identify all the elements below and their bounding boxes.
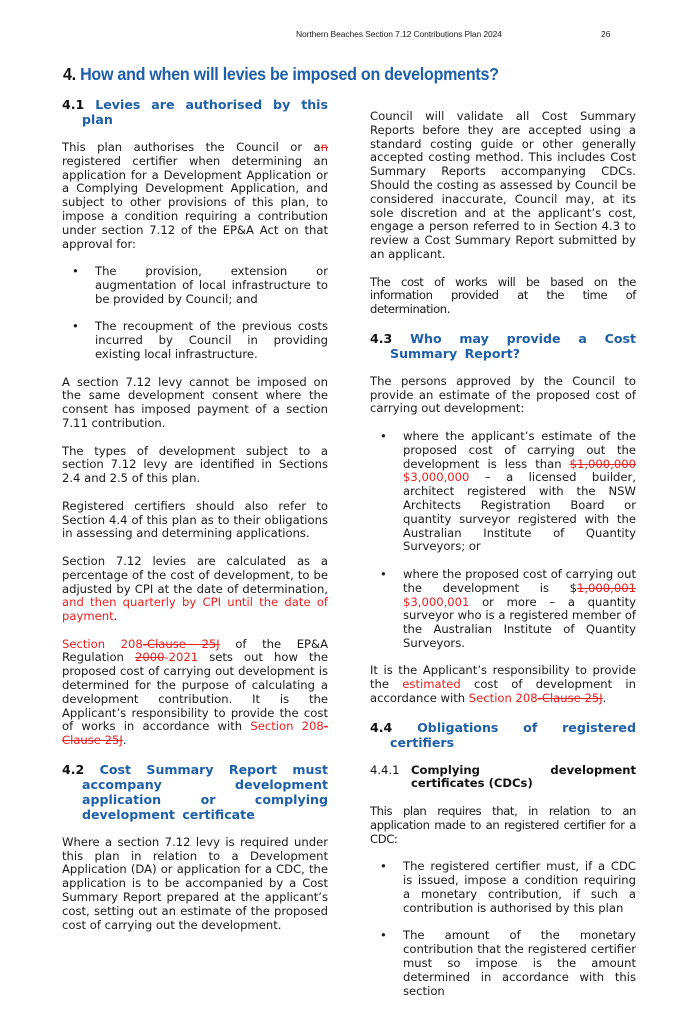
chapter-number: 4. (63, 64, 76, 84)
inserted-text: Section 208 (468, 691, 538, 706)
text: . (122, 733, 127, 748)
s41-bullet-list (62, 265, 328, 362)
text: or more – a quantity surveyor who is a registered member of the Australian Institute of Quantity Surveyors. (403, 594, 636, 650)
text: sets out how the proposed cost of carrying out development is determined for the purpose of calculating a development contribution. It is the Applicant’s responsibility to provide the cost of works in accordance with (62, 650, 328, 734)
inserted-text: and then quarterly by CPI until the date of payment (62, 595, 328, 624)
subsection-title: Complying development certificates (CDCs) (411, 762, 636, 791)
deleted-text: n (320, 140, 328, 154)
deleted-text: 1,000,001 (576, 580, 636, 595)
section-number: 4.1 (62, 97, 85, 112)
text: – a licensed builder, architect registered with the NSW Architects Registration Board or quantity surveyor registered with the Australian Institute of Quantity Surveyors; or (403, 470, 636, 554)
running-header (0, 29, 675, 43)
deleted-text: -Clause 25J (142, 636, 220, 651)
text: . (602, 691, 607, 706)
list-item: • The registered certifier must, if a CDC is issued, impose a condition requiring a monetary contribution, if such a contribution is authorised by this plan (370, 860, 636, 915)
section-title: Obligations of registered certifiers (390, 719, 636, 750)
s42-where-paragraph: Where a section 7.12 levy is required under this plan in relation to a Development Application (DA) or application for a CDC, the application is to be accompanied by a Cost Summary Report prepared at the applicant’s cost, setting out an estimate of the proposed cost of carrying out the development. (62, 834, 328, 932)
inserted-text: estimated (402, 677, 461, 692)
text: where the proposed cost of carrying out the development is $ (403, 566, 636, 595)
s41-types-paragraph: The types of development subject to a section 7.12 levy are identified in Sections 2.4 and 2.5 of this plan. (62, 443, 328, 486)
section-4-3-heading (370, 331, 636, 361)
list-item: • The provision, extension or augmentation of local infrastructure to be provided by Council; and (62, 265, 328, 306)
section-title: Cost Summary Report must accompany development application or complying development certificate (82, 761, 328, 822)
section-4-2-heading (62, 762, 328, 822)
inserted-text: -2021 (164, 650, 199, 665)
chapter-title-text: How and when will levies be imposed on developments? (80, 64, 499, 84)
deleted-text: -Clause 25J (62, 719, 328, 748)
page-number: 26 (601, 29, 611, 39)
s42-validate-paragraph: Council will validate all Cost Summary Reports before they are accepted using a standard costing guide or other generally accepted costing method. This includes Cost Summary Reports accompanying CDCs. Should the costing as assessed by Council be considered inaccurate, Council may, at its sole discretion and at the applicant’s cost, engage a person referred to in Section 4.3 to review a Cost Summary Report submitted by an applicant. (370, 109, 636, 261)
document-title: Northern Beaches Section 7.12 Contributions Plan 2024 (296, 29, 502, 39)
s43-responsibility-paragraph (370, 664, 636, 705)
s41-regulation-paragraph (62, 638, 328, 748)
subsection-4-4-1-heading (370, 764, 636, 792)
text: . (113, 609, 118, 624)
text: of the EP&A Regulation (62, 636, 329, 665)
inserted-text: Section 208 (250, 719, 324, 734)
section-title: Levies are authorised by this plan (82, 97, 328, 127)
left-column (62, 97, 328, 946)
s41-intro-paragraph (62, 141, 328, 251)
s41-calculation-paragraph (62, 555, 328, 624)
text: where the applicant’s estimate of the proposed cost of carrying out the development is less than (403, 428, 636, 471)
s44-bullet-list (370, 860, 636, 998)
s41-certifiers-paragraph: Registered certifiers should also refer to Section 4.4 of this plan as to their obligations in assessing and determining applications. (62, 498, 328, 541)
section-number: 4.4 (370, 719, 393, 735)
section-4-1-heading (62, 97, 328, 127)
section-number: 4.3 (370, 330, 393, 346)
s41-levy-not-imposed-paragraph: A section 7.12 levy cannot be imposed on the same development consent where the consent has imposed payment of a section 7.11 contribution. (62, 374, 328, 430)
inserted-text: $3,000,001 (403, 594, 470, 609)
list-item (370, 430, 636, 554)
list-item (370, 568, 636, 651)
section-number: 4.2 (62, 761, 85, 777)
s44-intro-paragraph: This plan requires that, in relation to an application made to an registered certifier for a CDC: (370, 804, 636, 846)
s42-cost-of-works-paragraph: The cost of works will be based on the information provided at the time of determination. (370, 274, 636, 317)
subsection-number: 4.4.1 (370, 762, 400, 777)
deleted-text: -Clause 25J (537, 691, 603, 706)
text: cost of development in accordance with (370, 677, 636, 706)
section-4-4-heading (370, 720, 636, 750)
list-item: • The recoupment of the previous costs incurred by Council in providing existing local infrastructure. (62, 320, 328, 361)
text: This plan authorises the Council or a (62, 140, 321, 154)
s43-intro-paragraph: The persons approved by the Council to provide an estimate of the proposed cost of carrying out development: (370, 373, 636, 416)
inserted-text: Section 208 (62, 636, 143, 651)
text: registered certifier when determining an application for a Development Application or a Complying Development Application, and subject to other provisions of this plan, to impose a condition requiring a contribution under section 7.12 of the EP&A Act on that approval for: (62, 153, 328, 251)
right-column (370, 110, 636, 1012)
text: It is the Applicant’s responsibility to provide the (370, 663, 636, 692)
section-title: Who may provide a Cost Summary Report? (390, 330, 637, 361)
s43-bullet-list (370, 430, 636, 651)
inserted-text: $3,000,000 (403, 470, 470, 485)
deleted-text: 2000 (134, 650, 165, 665)
deleted-text: $1,000,000 (569, 456, 636, 471)
chapter-title (63, 64, 499, 85)
list-item: • The amount of the monetary contribution that the registered certifier must so impose is the amount determined in accordance with this section (370, 929, 636, 998)
text: Section 7.12 levies are calculated as a percentage of the cost of development, to be adjusted by CPI at the date of determination, (62, 553, 328, 596)
